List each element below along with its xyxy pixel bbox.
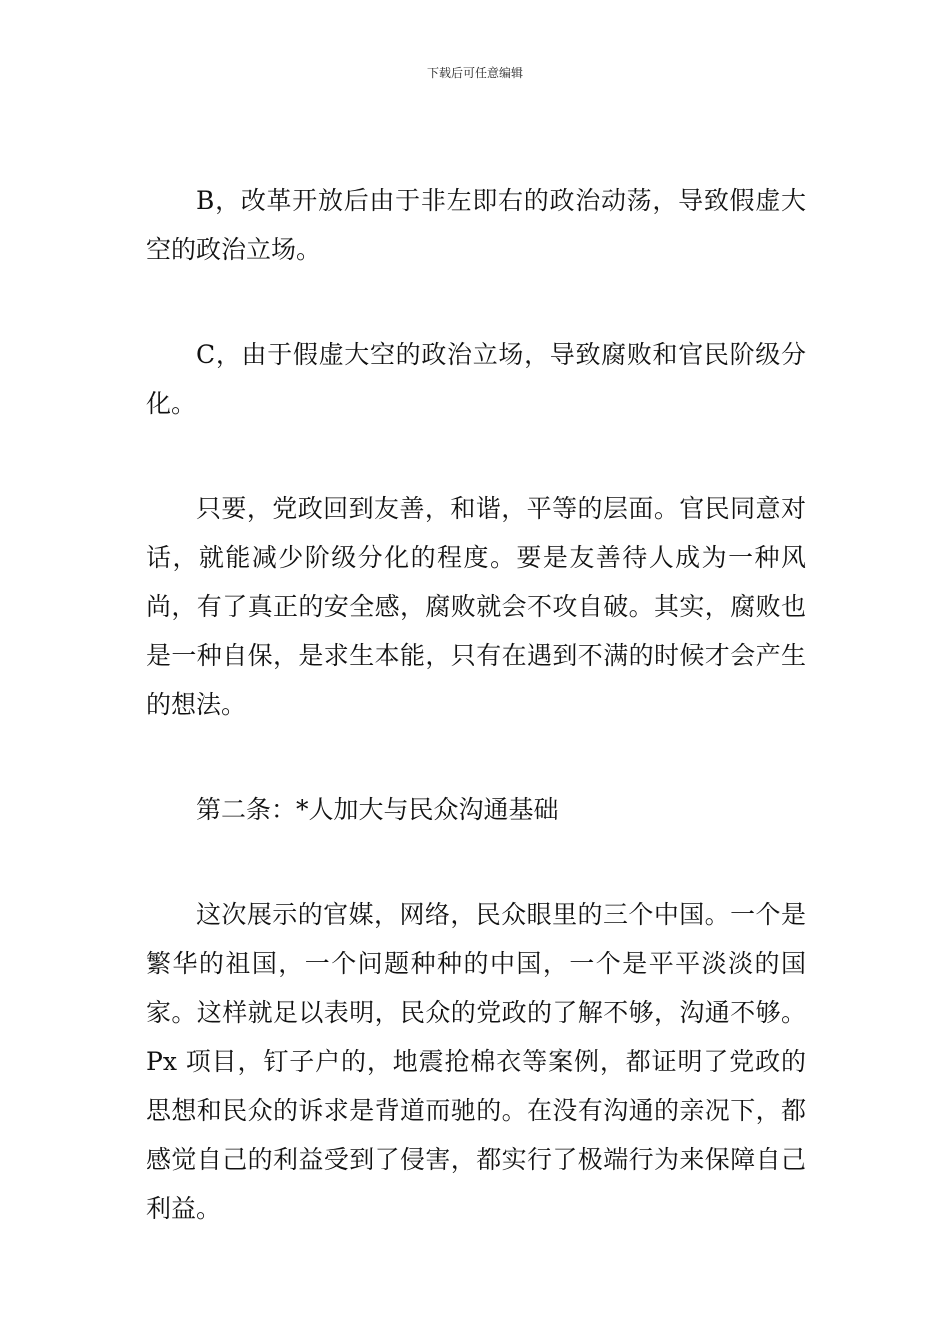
page-header: 下载后可任意编辑 bbox=[426, 66, 523, 80]
document-body bbox=[146, 176, 806, 1233]
paragraph-main: 只要，党政回到友善，和谐，平等的层面。官民同意对话，就能减少阶级分化的程度。要是友善待人成为一种风尚，有了真正的安全感，腐败就会不攻自破。其实，腐败也是一种自保，是求生本能，只有在遇到不满的时候才会产生的想法。 bbox=[146, 494, 806, 719]
paragraph-gap bbox=[146, 834, 806, 890]
paragraph-gap bbox=[146, 428, 806, 484]
paragraph-b: B，改革开放后由于非左即右的政治动荡，导致假虚大空的政治立场。 bbox=[146, 186, 806, 264]
section-heading: 第二条：*人加大与民众沟通基础 bbox=[196, 795, 559, 824]
paragraph-c: C，由于假虚大空的政治立场，导致腐败和官民阶级分化。 bbox=[146, 340, 806, 418]
paragraph-gap bbox=[146, 274, 806, 330]
paragraph-gap bbox=[146, 729, 806, 785]
paragraph-communication: 这次展示的官媒，网络，民众眼里的三个中国。一个是繁华的祖国，一个问题种种的中国，一个是平平淡淡的国家。这样就足以表明，民众的党政的了解不够，沟通不够。Px 项目，钉子户的，地震抢棉衣等案例，都证明了党政的思想和民众的诉求是背道而驰的。在没有沟通的亲况下，都感觉自己的利益受到了侵害，都实行了极端行为来保障自己利益。 bbox=[146, 900, 806, 1223]
